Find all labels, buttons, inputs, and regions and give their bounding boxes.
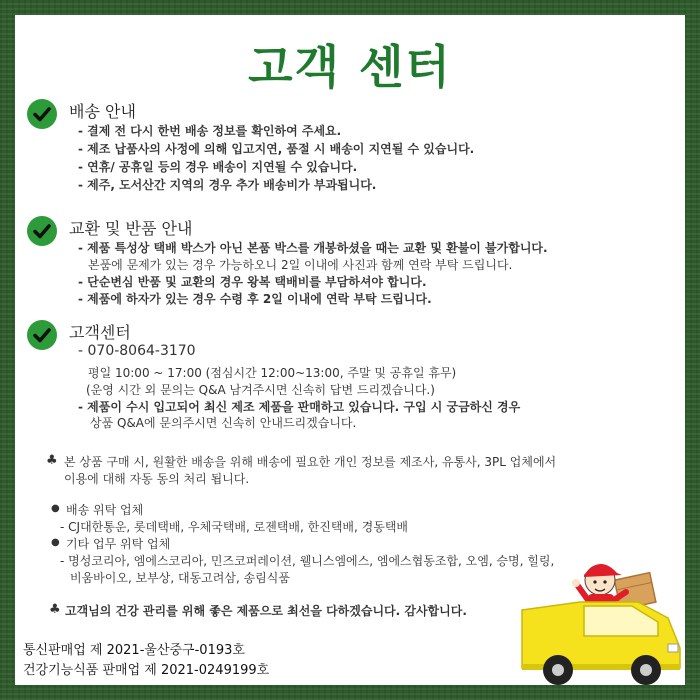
shipping-line: - 제조 납품사의 사정에 의해 입고지연, 품절 시 배송이 지연될 수 있습니다. <box>78 142 475 156</box>
other-consignment-title: 기타 업무 위탁 업체 <box>66 537 171 551</box>
privacy-notice-line: 이용에 대해 자동 동의 처리 됩니다. <box>64 472 250 486</box>
health-food-registration: 건강기능식품 판매업 제 2021-0249199호 <box>23 663 270 678</box>
stock-line: 상품 Q&A에 문의주시면 신속히 안내드리겠습니다. <box>90 416 357 430</box>
other-consignment-list: 비움바이오, 보부상, 대동고려삼, 송림식품 <box>70 571 290 585</box>
delivery-truck-icon <box>518 540 688 690</box>
club-icon: ♣ <box>46 453 58 468</box>
stock-line: - 제품이 수시 입고되어 최신 제조 제품을 판매하고 있습니다. 구입 시 궁금하신 경우 <box>78 400 521 414</box>
shipping-line: - 제주, 도서산간 지역의 경우 추가 배송비가 부과됩니다. <box>78 178 377 192</box>
mail-order-registration: 통신판매업 제 2021-울산중구-0193호 <box>23 643 245 658</box>
check-circle-icon <box>27 99 57 129</box>
shipping-line: - 결제 전 다시 한번 배송 정보를 확인하여 주세요. <box>78 124 342 138</box>
hours-note: (운영 시간 외 문의는 Q&A 남겨주시면 신속히 답변 드리겠습니다.) <box>86 383 435 397</box>
check-circle-icon <box>27 216 57 246</box>
privacy-notice-line: 본 상품 구매 시, 원활한 배송을 위해 배송에 필요한 개인 정보를 제조사, 유통사, 3PL 업체에서 <box>64 455 557 469</box>
exchange-line: - 단순변심 반품 및 교환의 경우 왕복 택배비를 부담하셔야 합니다. <box>78 275 427 289</box>
exchange-line: - 제품에 하자가 있는 경우 수령 후 2일 이내에 연락 부탁 드립니다. <box>78 292 432 306</box>
other-consignment-list: - 명성코리아, 엠에스코리아, 민즈코퍼레이션, 웰니스엠에스, 엠에스협동조합, 오엠, 승명, 힐링, <box>60 554 555 568</box>
section-title-customer-center: 고객센터 <box>69 323 131 342</box>
shipping-line: - 연휴/ 공휴일 등의 경우 배송이 지연될 수 있습니다. <box>78 160 358 174</box>
closing-message: 고객님의 건강 관리를 위해 좋은 제품으로 최선을 다하겠습니다. 감사합니다. <box>65 604 467 618</box>
delivery-consignment-list: - CJ대한통운, 롯데택배, 우체국택배, 로젠택배, 한진택배, 경동택배 <box>60 520 409 534</box>
hours-line: 평일 10:00 ~ 17:00 (점심시간 12:00~13:00, 주말 및 공휴일 휴무) <box>88 366 457 380</box>
page-title: 고객 센터 <box>248 40 452 94</box>
exchange-line: - 제품 특성상 택배 박스가 아닌 본품 박스를 개봉하셨을 때는 교환 및 환불이 불가합니다. <box>78 241 548 255</box>
club-icon: ♣ <box>49 602 61 617</box>
exchange-line: 본품에 문제가 있는 경우 가능하오니 2일 이내에 사진과 함께 연락 부탁 드립니다. <box>88 258 513 272</box>
check-circle-icon <box>27 320 57 350</box>
phone-number: - 070-8064-3170 <box>78 343 196 359</box>
bullet-icon: ● <box>51 503 60 514</box>
section-title-exchange-return: 교환 및 반품 안내 <box>69 219 193 238</box>
bullet-icon: ● <box>51 537 60 548</box>
section-title-shipping: 배송 안내 <box>69 102 136 121</box>
delivery-consignment-title: 배송 위탁 업체 <box>66 503 144 517</box>
